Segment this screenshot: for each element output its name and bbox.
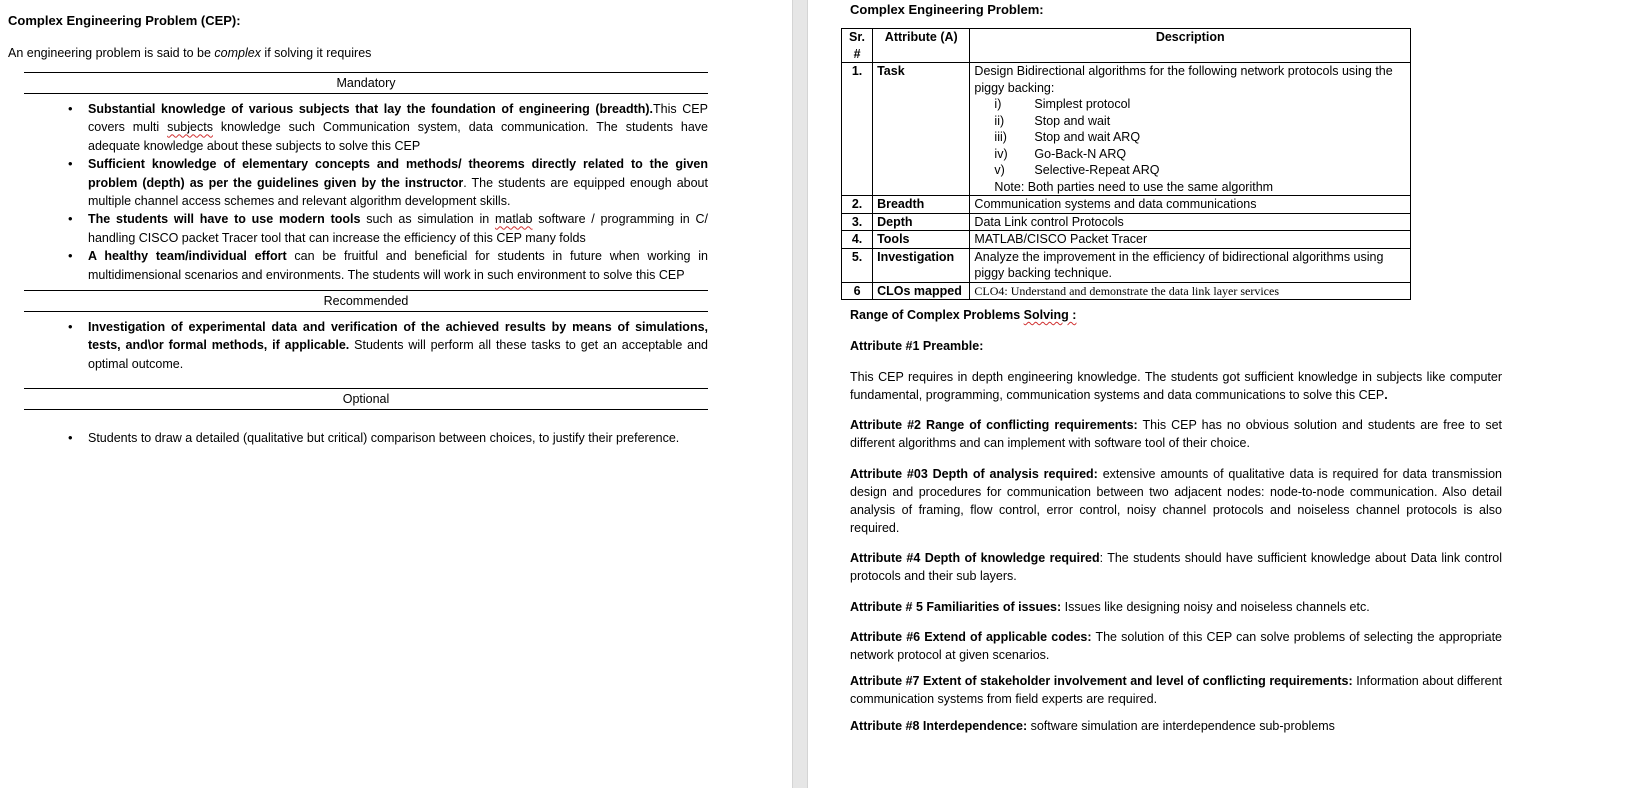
- list-item: • The students will have to use modern tools such as simulation in matlab software / programming in C/ handling CISCO packet Tracer tool that can increase the efficiency of this CEP many folds: [88, 210, 708, 247]
- list-item: • Substantial knowledge of various subjects that lay the foundation of engineering (breadth).This CEP covers multi subjects knowledge such Communication system, data communication. The students have adequate knowledge about these subjects to solve this CEP: [88, 100, 708, 155]
- table-row: 6 CLOs mapped CLO4: Understand and demonstrate the data link layer services: [842, 282, 1411, 300]
- list-item: • Investigation of experimental data and verification of the achieved results by means of simulations, tests, and\or formal methods, if applicable. Students will perform all these tasks to get an acceptable and optimal outcome.: [88, 318, 708, 373]
- protocol-item: ii) Stop and wait: [994, 113, 1111, 128]
- table-row: 3. Depth Data Link control Protocols: [842, 213, 1411, 231]
- protocol-item: i) Simplest protocol: [994, 97, 1131, 111]
- spelling-mark: matlab: [494, 212, 533, 227]
- task-note: Note: Both parties need to use the same algorithm: [994, 179, 1274, 194]
- attribute-4: Attribute #4 Depth of knowledge required: The students should have sufficient knowledge about Data link control protocols and their sub layers.: [850, 551, 1502, 583]
- list-item: • Sufficient knowledge of elementary concepts and methods/ theorems directly related to the given problem (depth) as per the guidelines given by the instructor. The students are equipped enough about multiple channel access schemes and relevant algorithm development skills.: [88, 155, 708, 210]
- cep-table-title: Complex Engineering Problem:: [850, 2, 1044, 17]
- table-header-row: [842, 29, 1411, 63]
- mandatory-band: Mandatory: [24, 72, 708, 94]
- page-gutter: [792, 0, 808, 788]
- list-item: • A healthy team/individual effort can be fruitful and beneficial for students in future when working in multidimensional scenarios and environments. The students will work in such environment to solve this CEP: [88, 247, 708, 284]
- attribute-3: Attribute #03 Depth of analysis required: extensive amounts of qualitative data is required for data transmission design and procedures for communication between two adjacent nodes: node-to-node communication. Also detail analysis of framing, flow control, error control, noisy channel protocols and noiseless channel protocols is also required.: [850, 467, 1502, 535]
- spelling-mark: subjects: [167, 120, 213, 135]
- protocol-item: v) Selective-Repeat ARQ: [994, 163, 1160, 177]
- attribute-1-body: This CEP requires in depth engineering knowledge. The students got sufficient knowledge in subjects like computer fundamental, programming, communication systems and data communications to solve this CEP.: [850, 370, 1502, 402]
- left-page: [0, 0, 792, 788]
- attribute-1-heading: Attribute #1 Preamble:: [850, 339, 984, 353]
- col-header-description: Description: [970, 29, 1411, 63]
- right-page: [808, 0, 1640, 788]
- optional-list: [24, 429, 708, 447]
- table-row: 2. Breadth Communication systems and data communications: [842, 196, 1411, 214]
- intro-text-end: if solving it requires: [260, 46, 372, 60]
- cep-title: Complex Engineering Problem (CEP):: [8, 13, 241, 28]
- protocol-item: iv) Go-Back-N ARQ: [994, 146, 1127, 161]
- table-row: 5. Investigation Analyze the improvement in the efficiency of bidirectional algorithms using piggy backing technique.: [842, 248, 1411, 282]
- col-header-attribute: Attribute (A): [873, 29, 970, 63]
- intro-text: An engineering problem is said to be: [8, 46, 215, 60]
- intro-emphasis: complex: [214, 46, 261, 60]
- list-item: • Students to draw a detailed (qualitative but critical) comparison between choices, to justify their preference.: [88, 429, 708, 447]
- recommended-band: Recommended: [24, 290, 708, 312]
- attribute-8: Attribute #8 Interdependence: software simulation are interdependence sub-problems: [850, 719, 1335, 733]
- range-heading: Range of Complex Problems Solving :: [850, 308, 1077, 322]
- attribute-2: Attribute #2 Range of conflicting requirements: This CEP has no obvious solution and students are free to set different algorithms and can implement with software tool of their choice.: [850, 418, 1503, 450]
- intro-line: [8, 46, 371, 60]
- optional-band: Optional: [24, 388, 708, 410]
- cep-attribute-table: [841, 28, 1411, 300]
- task-description: Design Bidirectional algorithms for the following network protocols using the piggy backing:: [974, 64, 1393, 95]
- recommended-list: [24, 318, 708, 373]
- col-header-sr: Sr. #: [842, 29, 873, 63]
- attribute-5: Attribute # 5 Familiarities of issues: Issues like designing noisy and noiseless channels etc.: [850, 600, 1370, 614]
- spelling-mark: Solving :: [1023, 308, 1077, 322]
- table-row: 1. Task Design Bidirectional algorithms for the following network protocols using the piggy backing: i) Simplest protocol ii) Stop and wait iii) Stop and wait ARQ iv) Go-Back-N ARQ v) Selective-Repeat ARQ Note: Both parties need to use the same algorithm: [842, 63, 1411, 196]
- mandatory-list: [24, 100, 708, 284]
- attribute-6: Attribute #6 Extend of applicable codes: The solution of this CEP can solve problems of selecting the appropriate network protocol at given scenarios.: [850, 630, 1503, 662]
- protocol-item: iii) Stop and wait ARQ: [994, 130, 1141, 144]
- table-row: 4. Tools MATLAB/CISCO Packet Tracer: [842, 231, 1411, 249]
- attribute-7: Attribute #7 Extent of stakeholder involvement and level of conflicting requirements: Information about different communication systems from field experts are required.: [850, 674, 1502, 706]
